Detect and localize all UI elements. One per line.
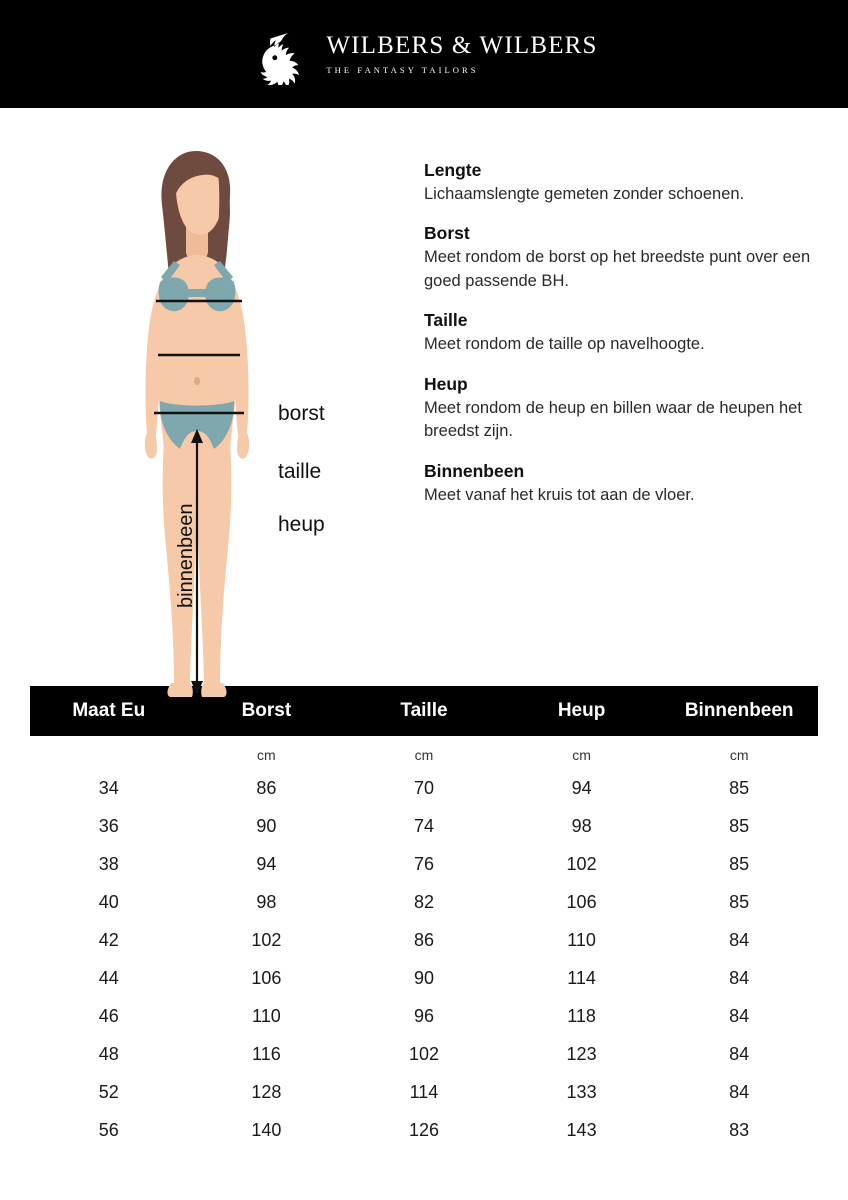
table-cell-chest: 90 (256, 815, 277, 836)
measurement-description: Meet rondom de heup en billen waar de heupen het breedst zijn. (424, 398, 802, 441)
measurement-instructions (362, 138, 816, 678)
brand-text (326, 33, 597, 75)
table-unit-cell: cm (729, 747, 749, 763)
table-cell-size: 44 (98, 967, 119, 988)
measurement-title: Borst (424, 223, 470, 244)
table-cell-hip: 118 (567, 1005, 596, 1026)
table-cell-hip: 143 (566, 1119, 597, 1140)
measurement-description: Meet rondom de taille op navelhoogte. (424, 335, 705, 354)
measurement-title: Heup (424, 373, 468, 394)
table-header-cell: Heup (503, 686, 661, 736)
table-cell-inseam: 84 (729, 1043, 750, 1064)
table-cell-hip: 114 (567, 967, 596, 988)
table-header-cell: Taille (345, 686, 503, 736)
measurement-title: Lengte (424, 160, 482, 180)
brand-lockup (250, 23, 597, 85)
table-cell-size: 46 (98, 1005, 119, 1026)
table-cell-chest: 86 (256, 777, 277, 798)
table-cell-chest: 102 (251, 929, 282, 950)
table-cell-chest: 106 (251, 967, 282, 988)
table-cell-size: 48 (98, 1043, 119, 1064)
table-header-cell: Maat Eu (30, 686, 188, 736)
measurement-description: Meet vanaf het kruis tot aan de vloer. (424, 485, 695, 504)
table-cell-inseam: 83 (729, 1119, 750, 1140)
table-cell-waist: 90 (413, 967, 434, 988)
table-header-cell: Binnenbeen (660, 686, 818, 736)
table-unit-cell (30, 736, 188, 769)
table-units-row (30, 736, 818, 769)
size-table (30, 686, 818, 1149)
table-cell-size: 38 (98, 853, 119, 874)
table-row (30, 1073, 818, 1111)
table-cell-inseam: 85 (729, 853, 750, 874)
table-cell-chest: 140 (251, 1119, 282, 1140)
table-cell-waist: 86 (413, 929, 434, 950)
page-header (0, 0, 848, 108)
table-row (30, 997, 818, 1035)
table-cell-chest: 128 (251, 1081, 282, 1102)
figure-label-hip: heup (278, 513, 325, 536)
figure-label-chest: borst (278, 402, 325, 425)
brand-tagline: THE FANTASY TAILORS (326, 65, 479, 76)
table-cell-hip: 94 (571, 777, 592, 798)
measurement-description: Lichaamslengte gemeten zonder schoenen. (424, 185, 745, 203)
table-row (30, 1035, 818, 1073)
table-cell-size: 42 (98, 929, 119, 950)
table-row (30, 921, 818, 959)
table-cell-waist: 114 (409, 1081, 439, 1102)
table-cell-waist: 76 (413, 853, 434, 874)
table-cell-waist: 126 (408, 1119, 439, 1140)
table-cell-size: 56 (98, 1119, 119, 1140)
table-cell-hip: 102 (566, 853, 597, 874)
table-row (30, 959, 818, 997)
table-cell-chest: 94 (256, 853, 277, 874)
table-row (30, 1111, 818, 1149)
table-unit-cell: cm (414, 747, 434, 763)
measurement-item (424, 310, 816, 356)
size-table-container (30, 686, 818, 1149)
table-cell-hip: 106 (566, 891, 597, 912)
table-cell-hip: 110 (567, 929, 596, 950)
table-cell-inseam: 84 (729, 967, 750, 988)
table-cell-inseam: 84 (729, 1005, 750, 1026)
horse-logo-icon (250, 23, 312, 85)
table-cell-inseam: 84 (729, 1081, 750, 1102)
table-cell-size: 40 (98, 891, 119, 912)
table-row (30, 807, 818, 845)
table-cell-hip: 98 (571, 815, 592, 836)
brand-name: WILBERS & WILBERS (326, 31, 598, 59)
figure-label-waist: taille (278, 460, 322, 483)
female-body-figure (114, 143, 364, 703)
table-unit-cell: cm (572, 747, 591, 763)
measurement-item (424, 223, 816, 293)
measurement-guide-section (0, 108, 848, 678)
table-cell-inseam: 85 (729, 815, 750, 836)
table-cell-chest: 116 (252, 1043, 281, 1064)
figure-label-inseam: binnenbeen (175, 503, 197, 608)
measurement-title: Taille (424, 310, 468, 331)
table-cell-chest: 98 (256, 891, 277, 912)
table-cell-size: 52 (98, 1081, 119, 1102)
measurement-description: Meet rondom de borst op het breedste punt over een goed passende BH. (424, 248, 811, 290)
table-cell-size: 34 (98, 777, 119, 798)
measurement-item (424, 461, 816, 507)
table-cell-chest: 110 (252, 1005, 281, 1026)
table-cell-inseam: 85 (729, 891, 750, 912)
table-cell-inseam: 84 (729, 929, 750, 950)
measurement-item (424, 374, 816, 444)
table-cell-waist: 70 (413, 777, 434, 798)
table-cell-inseam: 85 (729, 777, 750, 798)
table-cell-waist: 74 (413, 815, 434, 836)
table-row (30, 769, 818, 807)
table-cell-hip: 133 (566, 1081, 597, 1102)
measurement-item (424, 160, 816, 206)
measurement-title: Binnenbeen (424, 460, 525, 481)
table-cell-size: 36 (98, 815, 119, 836)
table-cell-waist: 82 (413, 891, 434, 912)
table-row (30, 845, 818, 883)
table-cell-waist: 96 (413, 1005, 434, 1026)
figure-column (32, 138, 362, 678)
table-unit-cell: cm (257, 747, 276, 763)
size-table-body (30, 736, 818, 1149)
table-cell-hip: 123 (566, 1043, 597, 1064)
table-row (30, 883, 818, 921)
table-cell-waist: 102 (408, 1043, 439, 1064)
table-header-cell: Borst (188, 686, 346, 736)
